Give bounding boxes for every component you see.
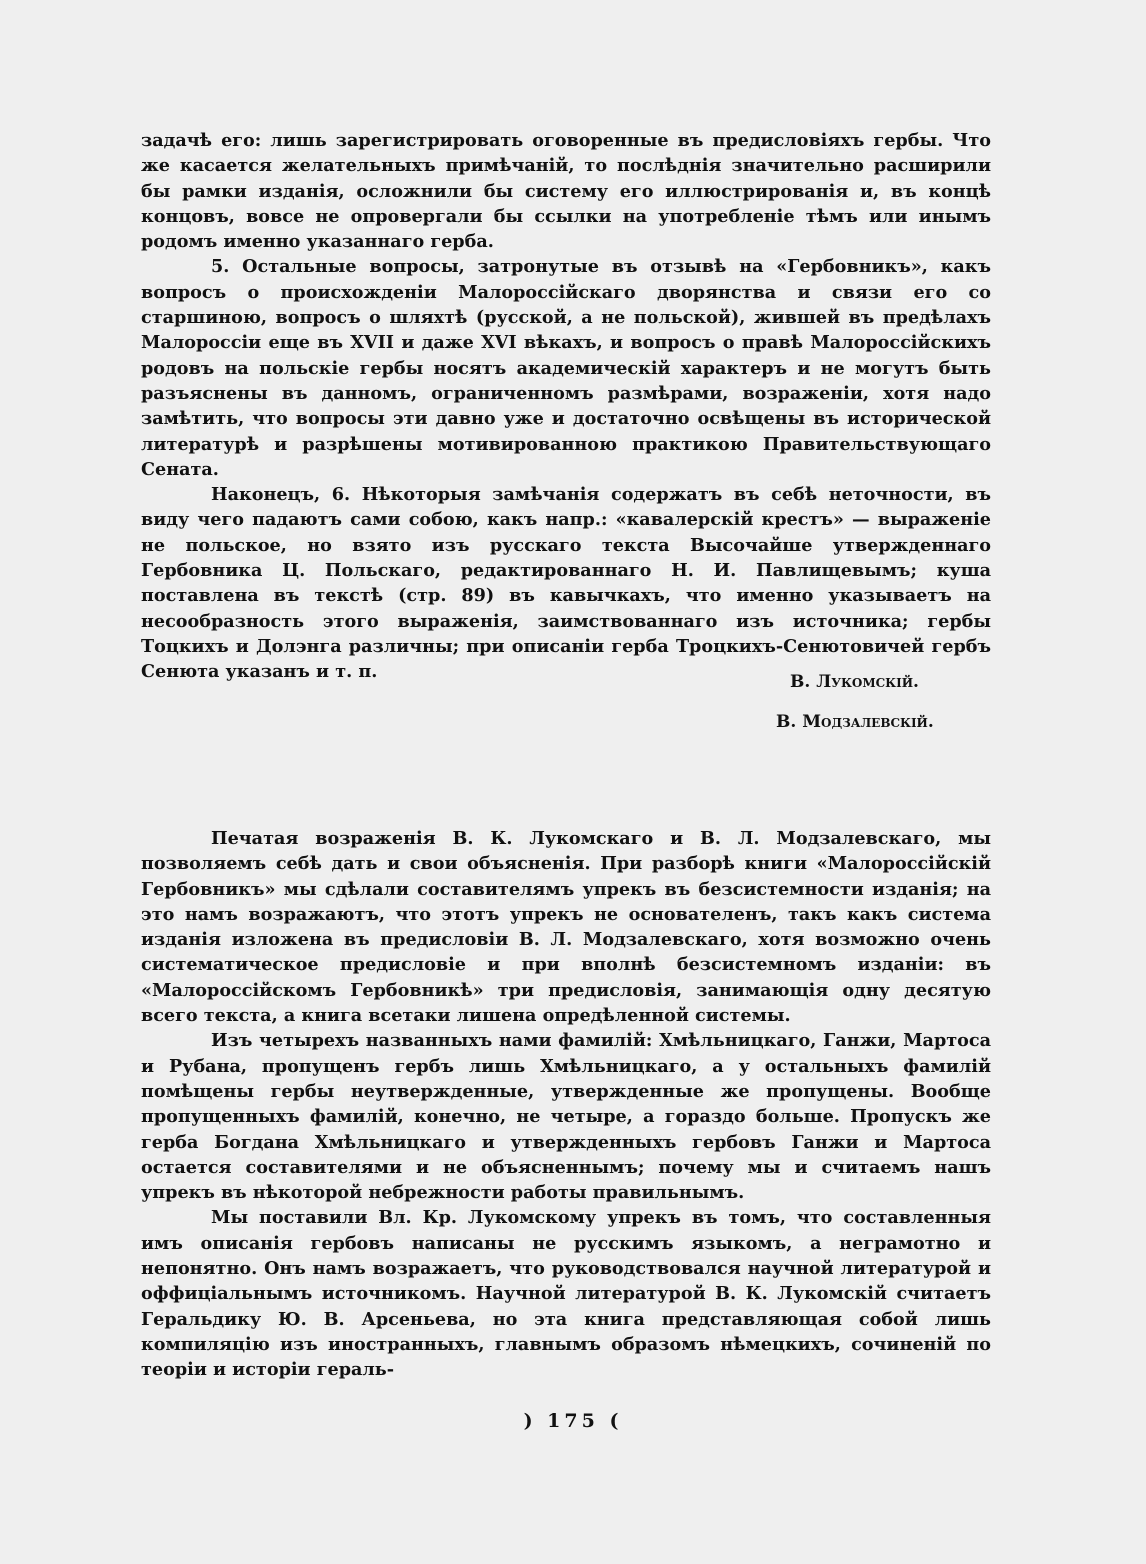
paragraph-point-5: 5. Остальные вопросы, затронутые въ отзывѣ на «Гербовникъ», какъ вопросъ о происхожденіи Малороссійскаго дворянства и связи его со старшиною, вопросъ о шляхтѣ (русской, а не польской), жившей въ предѣлахъ Малороссіи еще въ XVII и даже XVI вѣкахъ, и вопросъ о правѣ Малороссійскихъ родовъ на польскіе гербы носятъ академическій характеръ и не могутъ быть разъяснены въ данномъ, ограниченномъ размѣрами, возраженіи, хотя надо замѣтить, что вопросы эти давно уже и достаточно освѣщены въ исторической литературѣ и разрѣшены мотивированною практикою Правительствующаго Сената. [141, 256, 991, 480]
paragraph-reply-1: Печатая возраженія В. К. Лукомскаго и В. Л. Модзалевскаго, мы позволяемъ себѣ дать и свои объясненія. При разборѣ книги «Малороссійскій Гербовникъ» мы сдѣлали составителямъ упрекъ въ безсистемности изданія; на это намъ возражаютъ, что этотъ упрекъ не основателенъ, такъ какъ система изданія изложена въ предисловіи В. Л. Модзалевскаго, хотя возможно очень систематическое предисловіе и при вполнѣ безсистемномъ изданіи: въ «Малороссійскомъ Гербовникѣ» три предисловія, занимающія одну десятую всего текста, а книга всетаки лишена опредѣленной системы. [141, 828, 991, 1027]
text-block-upper [141, 128, 991, 685]
paragraph-reply-2: Изъ четырехъ названныхъ нами фамилій: Хмѣльницкаго, Ганжи, Мартоса и Рубана, пропущенъ гербъ лишь Хмѣльницкаго, а у остальныхъ фамилій помѣщены гербы неутвержденные, утвержденные же пропущены. Вообще пропущенныхъ фамилій, конечно, не четыре, а гораздо больше. Пропускъ же герба Богдана Хмѣльницкаго и утвержденныхъ гербовъ Ганжи и Мартоса остается составителями и не объясненнымъ; почему мы и считаемъ нашъ упрекъ въ нѣкоторой небрежности работы правильнымъ. [141, 1030, 991, 1204]
paragraph-continuation: задачѣ его: лишь зарегистрировать оговоренные въ предисловіяхъ гербы. Что же касается желательныхъ примѣчаній, то послѣднія значительно расширили бы рамки изданія, осложнили бы систему его иллюстрированія и, въ концѣ концовъ, вовсе не опровергали бы ссылки на употребленіе тѣмъ или инымъ родомъ именно указаннаго герба. [141, 130, 991, 253]
signature-modzalevsky: В. Модзалевскій. [776, 712, 934, 732]
text-block-lower [141, 826, 991, 1383]
signature-lukomsky: В. Лукомскій. [790, 672, 919, 692]
paragraph-reply-3: Мы поставили Вл. Кр. Лукомскому упрекъ въ томъ, что составленныя имъ описанія гербовъ написаны не русскимъ языкомъ, а неграмотно и непонятно. Онъ намъ возражаетъ, что руководствовался научной литературой и оффиціальнымъ источникомъ. Научной литературой В. К. Лукомскій считаетъ Геральдику Ю. В. Арсеньева, но эта книга представляющая собой лишь компиляцію изъ иностранныхъ, главнымъ образомъ нѣмецкихъ, сочиненій по теоріи и исторіи гераль- [141, 1207, 991, 1381]
page-number: ) 175 ( [523, 1410, 623, 1432]
paragraph-point-6: Наконецъ, 6. Нѣкоторыя замѣчанія содержатъ въ себѣ неточности, въ виду чего падаютъ сами собою, какъ напр.: «кавалерскій крестъ» — выраженіе не польское, но взято изъ русскаго текста Высочайше утвержденнаго Гербовника Ц. Польскаго, редактированнаго Н. И. Павлищевымъ; куша поставлена въ текстѣ (стр. 89) въ кавычкахъ, что именно указываетъ на несообразность этого выраженія, заимствованнаго изъ источника; гербы Тоцкихъ и Долэнга различны; при описаніи герба Троцкихъ-Сенютовичей гербъ Сенюта указанъ и т. п. [141, 484, 991, 683]
